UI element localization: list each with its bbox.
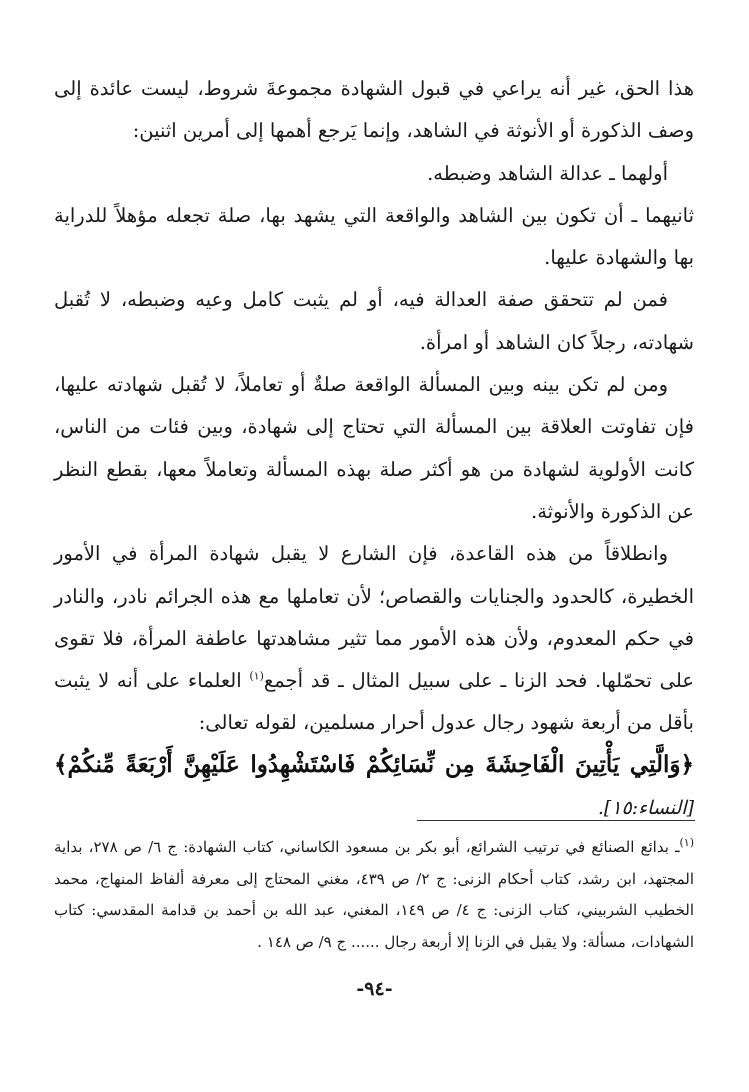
footnote-divider: [417, 820, 695, 821]
footnote: [54, 832, 694, 958]
page-body: [54, 68, 694, 829]
verse-text: ﴿وَالَّتِي يَأْتِينَ الْفَاحِشَةَ مِن نِّسَائِكُمْ فَاسْتَشْهِدُوا عَلَيْهِنَّ أَرْبَعَةً مِّنكُمْ﴾: [54, 750, 694, 778]
paragraph-3: ثانيهما ـ أن تكون بين الشاهد والواقعة التي يشهد بها، صلة تجعله مؤهلاً للدراية بها والشهادة عليها.: [54, 203, 694, 270]
paragraph-6-text-a: وانطلاقاً من هذه القاعدة، فإن الشارع لا يقبل شهادة المرأة في الأمور الخطيرة، كالحدود والجنايات والقصاص؛ لأن تعاملها مع هذه الجرائم نادر، والنادر في حكم المعدوم، ولأن هذه الأمور مما تثير مشاهدتها عاطفة المرأة، فلا تقوى على تحمّلها. فحد الزنا ـ على سبيل المثال ـ قد أجمع: [54, 542, 694, 693]
page-number: -٩٤-: [356, 978, 393, 1000]
paragraph-4: فمن لم تتحقق صفة العدالة فيه، أو لم يثبت كامل وعيه وضبطه، لا تُقبل شهادته، رجلاً كان الشاهد أو امرأة.: [54, 288, 694, 354]
main-text: [54, 68, 694, 829]
footnote-marker: (١): [679, 836, 694, 849]
footnote-text: ـ بدائع الصنائع في ترتيب الشرائع، أبو بكر بن مسعود الكاساني، كتاب الشهادة: ج ٦/ ص ٢٧٨، بداية المجتهد، ابن رشد، كتاب أحكام الزنى: ج ٢/ ص ٤٣٩، مغني المحتاج إلى معرفة ألفاظ المنهاج، محمد الخطيب الشربيني، كتاب الزنى: ج ٤/ ص ١٤٩، المغني، عبد الله بن أحمد بن قدامة المقدسي: كتاب الشهادات، مسألة: ولا يقبل في الزنا إلا أربعة رجال ...... ج ٩/ ص ١٤٨ .: [54, 838, 695, 951]
paragraph-2: أولهما ـ عدالة الشاهد وضبطه.: [427, 161, 668, 185]
paragraph-6: [54, 533, 694, 744]
paragraph-6-text-b: العلماء على أنه لا يثبت بأقل من أربعة شهود رجال عدول أحرار مسلمين، لقوله تعالى:: [54, 669, 694, 735]
paragraph-5: ومن لم تكن بينه وبين المسألة الواقعة صلةٌ أو تعاملاً، لا تُقبل شهادته عليها، فإن تفاوتت العلاقة بين المسألة التي تحتاج إلى شهادة، وبين فئات من الناس، كانت الأولوية لشهادة من هو أكثر صلة بهذه المسألة وتعاملاً معها، بقطع النظر عن الذكورة والأنوثة.: [54, 373, 694, 523]
verse-reference: [النساء:١٥].: [597, 797, 694, 820]
quran-verse: [54, 745, 694, 830]
paragraph-1: هذا الحق، غير أنه يراعي في قبول الشهادة مجموعةَ شروط، ليست عائدة إلى وصف الذكورة أو الأنوثة في الشاهد، وإنما يَرجع أهمها إلى أمرين اثنين:: [54, 77, 694, 143]
footnote-reference[interactable]: (١): [249, 669, 264, 683]
